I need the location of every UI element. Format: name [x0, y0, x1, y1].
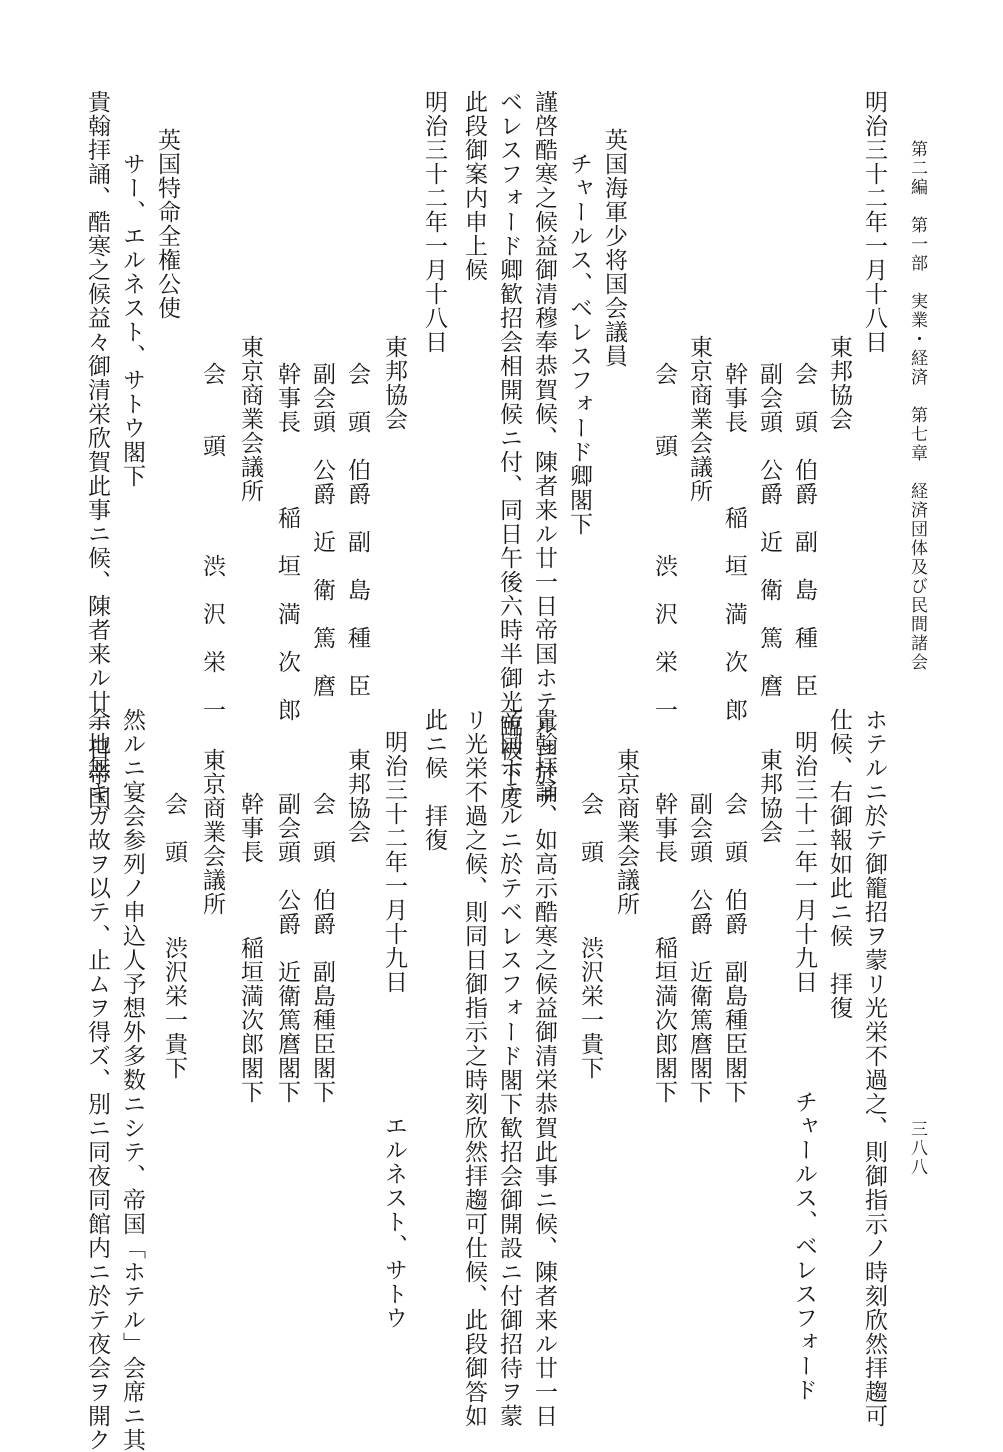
signatory-line: 会 頭 渋沢栄一貴下 — [577, 792, 603, 1080]
signatory-line: 幹事長 稲 垣 満 次 郎 — [274, 362, 300, 722]
signatory-line: 会 頭 渋 沢 栄 一 — [651, 362, 677, 722]
signatory-line: 幹事長 稲垣満次郎閣下 — [651, 792, 677, 1104]
signatory-line: 会 頭 伯爵 副島種臣閣下 — [309, 792, 335, 1104]
org-name: 東邦協会 — [756, 748, 782, 844]
org-name: 東邦協会 — [344, 748, 370, 844]
signatory-line: 副会頭 公爵 近衛篤麿閣下 — [274, 792, 300, 1104]
date-signature-line: 明治三十二年一月十九日 エルネスト、サトウ — [381, 730, 407, 1330]
body-text: ホテルニ於テ御籠招ヲ蒙リ光栄不過之、則御指示ノ時刻欣然拝趨可 — [861, 708, 887, 1428]
signatory-line: 会 頭 伯爵 副 島 種 臣 — [791, 362, 817, 698]
page-number: 三八八 — [907, 1120, 927, 1177]
org-name: 東京商業会議所 — [237, 335, 263, 503]
signatory-line: 副会頭 公爵 近 衛 篤 麿 — [309, 362, 335, 698]
org-name: 東邦協会 — [381, 335, 407, 431]
body-text: 此ニ候 拝復 — [421, 708, 447, 852]
running-header: 第二編 第一部 実業・経済 第七章 経済団体及び民間諸会 — [907, 140, 927, 672]
body-text: ベレスフォード卿歓招会相開候ニ付、同日午後六時半御光臨被下度 — [496, 90, 522, 810]
addressee-title: 英国特命全権公使 — [154, 128, 180, 320]
signatory-line: 副会頭 公爵 近 衛 篤 麿 — [756, 362, 782, 698]
body-text: 謹啓酷寒之候益御清穆奉恭賀候、陳者来ル廿一日帝国ホテルニ於テ — [531, 90, 557, 810]
body-text: 貴翰拝誦、酷寒之候益々御清栄欣賀此事ニ候、陳者来ル廿一日帝国 — [84, 90, 110, 810]
org-name: 東京商業会議所 — [199, 748, 225, 916]
body-text: 然ルニ宴会参列ノ申込人予想外多数ニシテ、帝国「ホテル」会席ニ其 — [119, 708, 145, 1452]
org-name: 東京商業会議所 — [613, 748, 639, 916]
signatory-line: 会 頭 伯爵 副島種臣閣下 — [721, 792, 747, 1104]
signatory-line: 幹事長 稲垣満次郎閣下 — [237, 792, 263, 1104]
signatory-line: 会 頭 渋 沢 栄 一 — [199, 362, 225, 722]
body-text: 貴翰拝誦、如高示酷寒之候益御清栄恭賀此事ニ候、陳者来ル廿一日 — [531, 708, 557, 1428]
body-text: 此段御案内申上候 — [461, 90, 487, 282]
signatory-line: 会 頭 渋沢栄一貴下 — [161, 792, 187, 1080]
org-name: 東京商業会議所 — [686, 335, 712, 503]
signatory-line: 会 頭 伯爵 副 島 種 臣 — [344, 362, 370, 698]
signatory-line: 副会頭 公爵 近衛篤麿閣下 — [686, 792, 712, 1104]
addressee-title: 英国海軍少将国会議員 — [601, 128, 627, 368]
date-signature-line: 明治三十二年一月十九日 チャールス、ベレスフォード — [791, 730, 817, 1402]
addressee-name: チャールス、ベレスフォード卿閣下 — [566, 152, 592, 536]
body-text: 余地無キガ故ヲ以テ、止ムヲ得ズ、別ニ同夜同館内ニ於テ夜会ヲ開ク — [84, 708, 110, 1452]
body-text: 仕候、右御報如此ニ候 拝復 — [826, 708, 852, 1020]
addressee-name: サー、エルネスト、サトウ閣下 — [119, 152, 145, 488]
date-line: 明治三十二年一月十八日 — [861, 90, 887, 354]
date-line: 明治三十二年一月十八日 — [421, 90, 447, 354]
org-name: 東邦協会 — [826, 335, 852, 431]
signatory-line: 幹事長 稲 垣 満 次 郎 — [721, 362, 747, 722]
body-text: リ光栄不過之候、則同日御指示之時刻欣然拝趨可仕候、此段御答如 — [461, 708, 487, 1428]
body-text: 帝国ホテルニ於テベレスフォード閣下歓招会御開設ニ付御招待ヲ蒙 — [496, 708, 522, 1428]
